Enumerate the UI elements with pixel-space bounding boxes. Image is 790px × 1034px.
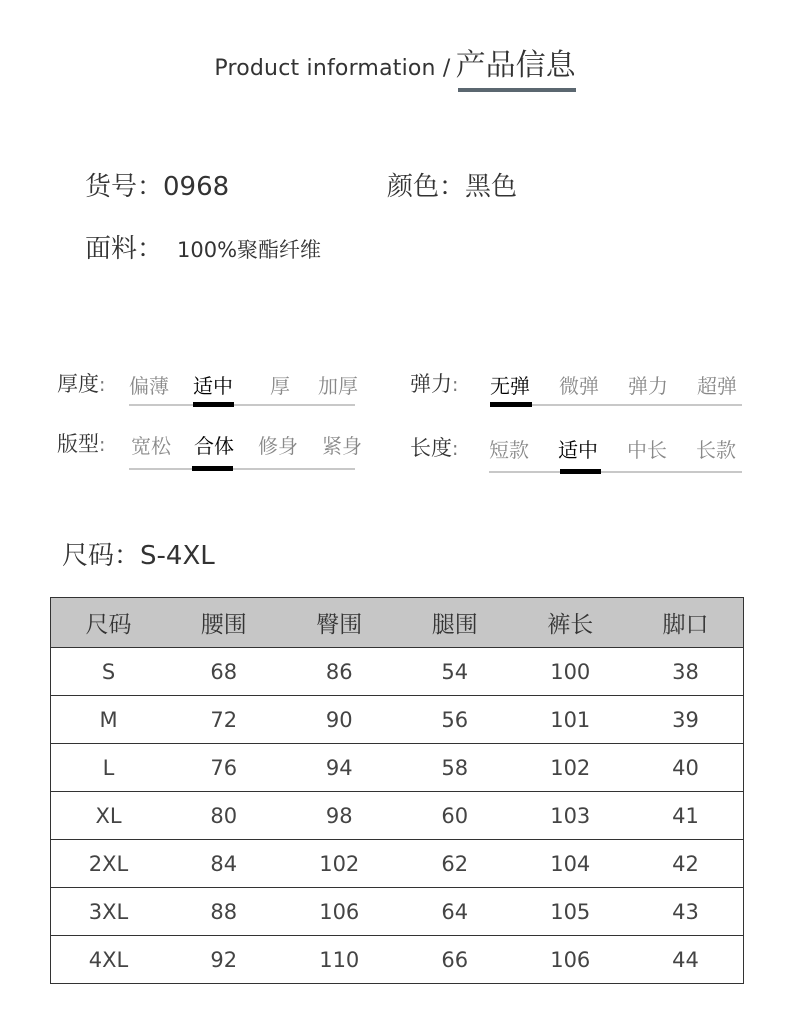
page-header — [0, 40, 790, 84]
table-cell: 44 — [628, 936, 744, 984]
attr-thickness-option: 加厚 — [318, 374, 358, 398]
table-cell: 54 — [397, 648, 513, 696]
table-cell: 106 — [282, 888, 398, 936]
table-cell: 101 — [513, 696, 629, 744]
attr-fit-track — [129, 468, 355, 470]
attr-fit-option: 修身 — [258, 434, 298, 458]
attr-fit-option: 紧身 — [322, 434, 362, 458]
attr-thickness-option: 厚 — [270, 374, 290, 398]
table-cell: 102 — [282, 840, 398, 888]
attr-thickness-label — [57, 368, 111, 398]
size-range — [62, 535, 215, 572]
attr-colon: : — [99, 434, 106, 456]
attr-elasticity-label — [410, 368, 464, 398]
size-table-header: 脚口 — [628, 598, 744, 648]
table-cell: 58 — [397, 744, 513, 792]
attr-colon: : — [99, 374, 106, 396]
table-cell: 88 — [166, 888, 282, 936]
header-title-en: Product information / — [214, 56, 451, 81]
attr-length-label — [410, 432, 464, 462]
attr-label: 厚度 — [57, 372, 99, 396]
attr-label: 弹力 — [410, 372, 452, 396]
fabric-label: 面料： — [85, 234, 164, 264]
table-row — [51, 888, 744, 936]
size-table-header: 裤长 — [513, 598, 629, 648]
table-cell: 4XL — [51, 936, 167, 984]
table-cell: L — [51, 744, 167, 792]
item-number-value: 0968 — [163, 172, 230, 202]
attr-length-option-selected: 适中 — [558, 438, 598, 462]
attr-thickness-option-selected: 适中 — [193, 374, 233, 398]
attr-elasticity-marker — [490, 402, 532, 407]
attr-length-marker — [560, 469, 601, 474]
attr-colon: : — [452, 374, 459, 396]
attr-fit-option-selected: 合体 — [194, 434, 234, 458]
table-cell: 39 — [628, 696, 744, 744]
attr-elasticity-option-selected: 无弹 — [490, 374, 530, 398]
attr-thickness-marker — [193, 402, 234, 407]
table-cell: 3XL — [51, 888, 167, 936]
attr-fit-marker — [192, 466, 233, 471]
item-number — [85, 166, 229, 203]
table-cell: 98 — [282, 792, 398, 840]
fabric-value: 100%聚酯纤维 — [177, 238, 322, 262]
table-cell: 94 — [282, 744, 398, 792]
attr-label: 长度 — [410, 436, 452, 460]
table-cell: 66 — [397, 936, 513, 984]
table-cell: 90 — [282, 696, 398, 744]
table-cell: 80 — [166, 792, 282, 840]
attr-thickness-option: 偏薄 — [129, 374, 169, 398]
table-cell: 2XL — [51, 840, 167, 888]
attr-colon: : — [452, 438, 459, 460]
table-cell: 92 — [166, 936, 282, 984]
table-cell: 60 — [397, 792, 513, 840]
table-cell: 100 — [513, 648, 629, 696]
size-table-header: 尺码 — [51, 598, 167, 648]
table-cell: XL — [51, 792, 167, 840]
attr-label: 版型 — [57, 432, 99, 456]
attr-elasticity-option: 微弹 — [559, 374, 599, 398]
attr-length-option: 中长 — [627, 438, 667, 462]
table-cell: 41 — [628, 792, 744, 840]
table-cell: 43 — [628, 888, 744, 936]
size-table-header: 腰围 — [166, 598, 282, 648]
fabric-info — [85, 228, 321, 265]
table-row — [51, 744, 744, 792]
table-cell: 104 — [513, 840, 629, 888]
attr-fit-option: 宽松 — [131, 434, 171, 458]
header-title-cn: 产品信息 — [456, 40, 576, 84]
size-range-value: S-4XL — [140, 541, 215, 571]
table-cell: 102 — [513, 744, 629, 792]
attr-length-option: 长款 — [696, 438, 736, 462]
attr-elasticity-option: 弹力 — [628, 374, 668, 398]
table-cell: 40 — [628, 744, 744, 792]
table-row — [51, 696, 744, 744]
table-cell: 103 — [513, 792, 629, 840]
size-table — [50, 597, 744, 984]
table-cell: 84 — [166, 840, 282, 888]
table-row — [51, 936, 744, 984]
table-row — [51, 840, 744, 888]
size-table-header-row — [51, 598, 744, 648]
table-row — [51, 792, 744, 840]
table-row — [51, 648, 744, 696]
size-range-label: 尺码： — [62, 541, 141, 571]
table-cell: 86 — [282, 648, 398, 696]
color-info — [387, 166, 517, 203]
table-cell: 106 — [513, 936, 629, 984]
table-cell: 72 — [166, 696, 282, 744]
table-cell: 56 — [397, 696, 513, 744]
table-cell: 62 — [397, 840, 513, 888]
table-cell: 76 — [166, 744, 282, 792]
table-cell: 42 — [628, 840, 744, 888]
table-cell: 110 — [282, 936, 398, 984]
attr-length-track — [489, 471, 742, 473]
size-table-header: 腿围 — [397, 598, 513, 648]
table-cell: 68 — [166, 648, 282, 696]
attr-fit-label — [57, 428, 111, 458]
table-cell: 38 — [628, 648, 744, 696]
color-value: 黑色 — [465, 172, 518, 202]
attr-thickness-track — [129, 404, 355, 406]
table-cell: S — [51, 648, 167, 696]
attr-elasticity-option: 超弹 — [697, 374, 737, 398]
table-cell: 64 — [397, 888, 513, 936]
color-label: 颜色： — [387, 172, 466, 202]
attr-length-option: 短款 — [489, 438, 529, 462]
item-number-label: 货号： — [85, 172, 164, 202]
table-cell: 105 — [513, 888, 629, 936]
size-table-header: 臀围 — [282, 598, 398, 648]
table-cell: M — [51, 696, 167, 744]
